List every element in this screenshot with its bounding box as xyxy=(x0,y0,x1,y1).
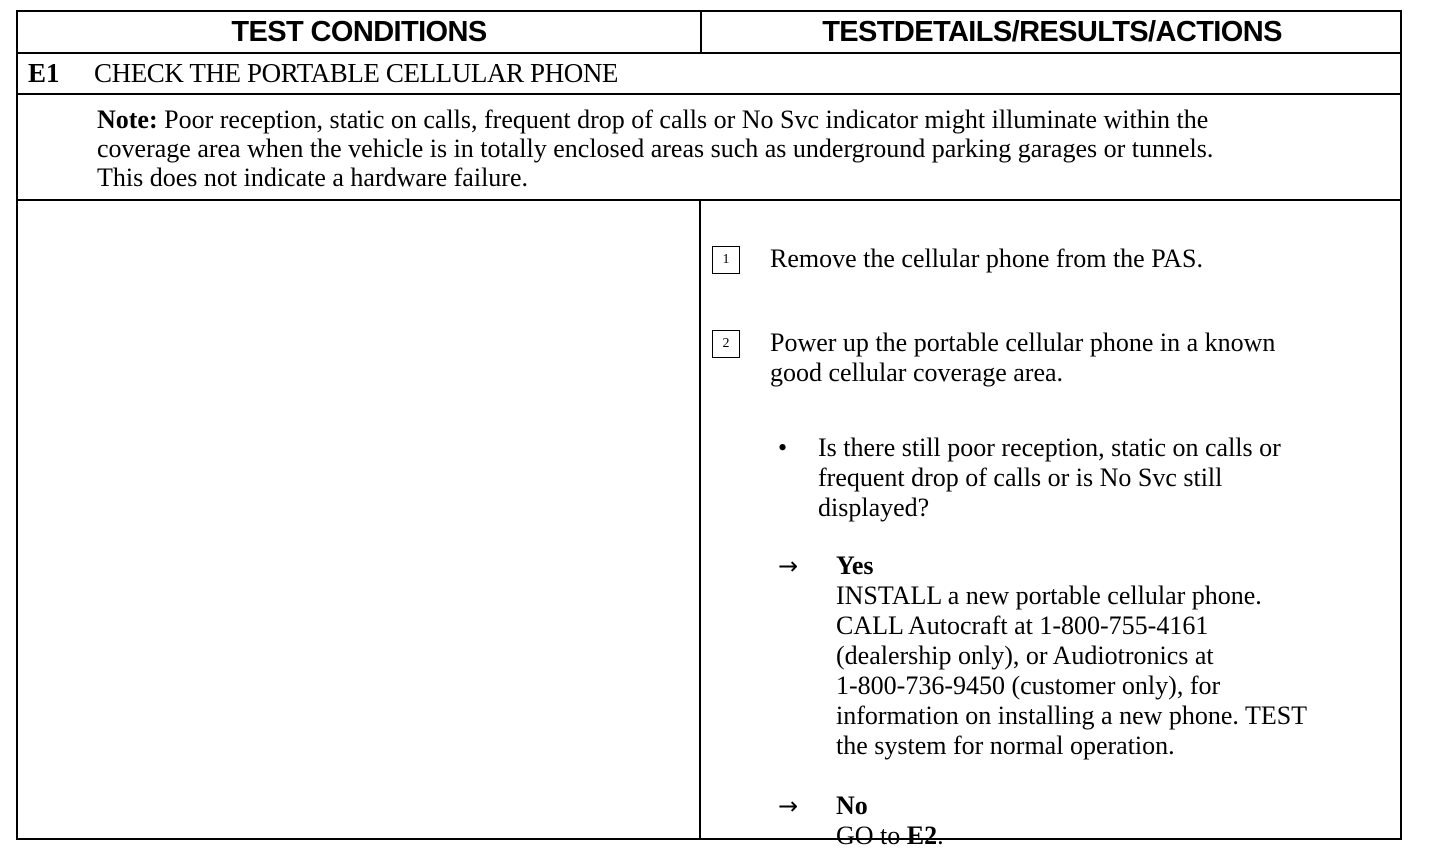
branch-no xyxy=(778,791,1388,851)
note-line-3: This does not indicate a hardware failure. xyxy=(97,163,528,192)
branch-no-prefix: GO to xyxy=(836,821,907,850)
arrow-right-icon: → xyxy=(778,552,799,580)
note-line-1 xyxy=(97,105,1388,134)
arrow-right-icon: → xyxy=(778,792,799,820)
branch-no-label: No xyxy=(836,791,868,820)
branch-yes-line: INSTALL a new portable cellular phone. xyxy=(836,581,1262,610)
branch-yes-body xyxy=(836,551,1307,761)
branch-yes-line: information on installing a new phone. TEST xyxy=(836,701,1308,730)
branch-yes-line: CALL Autocraft at 1-800-755-4161 xyxy=(836,611,1209,640)
section-title: CHECK THE PORTABLE CELLULAR PHONE xyxy=(94,58,619,88)
step-number-box: 2 xyxy=(712,330,740,358)
branch-yes-line: 1-800-736-9450 (customer only), for xyxy=(836,671,1221,700)
step-text-line: good cellular coverage area. xyxy=(770,358,1064,387)
note-label: Note: xyxy=(97,105,158,134)
note-block xyxy=(18,95,1400,201)
question-line: Is there still poor reception, static on calls or xyxy=(818,433,1281,462)
question-bullet xyxy=(778,433,1378,523)
step-2-text xyxy=(770,328,1275,388)
step-1 xyxy=(712,244,1203,274)
note-line-2: coverage area when the vehicle is in totally enclosed areas such as underground parking garages or tunnels. xyxy=(97,134,1214,163)
header-test-conditions: TEST CONDITIONS xyxy=(18,12,702,54)
question-line: frequent drop of calls or is No Svc still xyxy=(818,463,1223,492)
step-number-box: 1 xyxy=(712,246,740,274)
section-row xyxy=(18,54,1400,95)
header-test-details: TESTDETAILS/RESULTS/ACTIONS xyxy=(702,12,1402,54)
branch-no-suffix: . xyxy=(937,821,944,850)
branch-yes-line: (dealership only), or Audiotronics at xyxy=(836,641,1214,670)
branch-no-body xyxy=(836,791,944,851)
note-text-1: Poor reception, static on calls, frequent drop of calls or No Svc indicator might illuminate within the xyxy=(157,105,1209,134)
branch-no-target: E2 xyxy=(906,821,938,850)
question-line: displayed? xyxy=(818,493,930,522)
test-details-column xyxy=(712,201,1392,850)
step-text-line: Power up the portable cellular phone in a known xyxy=(770,328,1276,357)
branch-no-action xyxy=(836,821,944,851)
branch-yes xyxy=(778,551,1388,761)
branch-yes-line: the system for normal operation. xyxy=(836,731,1175,760)
step-1-text xyxy=(770,244,1203,274)
branch-yes-label: Yes xyxy=(836,551,874,580)
question-text xyxy=(818,433,1281,523)
diagnostic-table xyxy=(16,10,1402,850)
step-text-line: Remove the cellular phone from the PAS. xyxy=(770,244,1204,273)
column-divider xyxy=(699,201,701,838)
bullet-icon: • xyxy=(778,433,788,462)
step-2 xyxy=(712,328,1275,388)
section-code: E1 xyxy=(28,58,60,88)
